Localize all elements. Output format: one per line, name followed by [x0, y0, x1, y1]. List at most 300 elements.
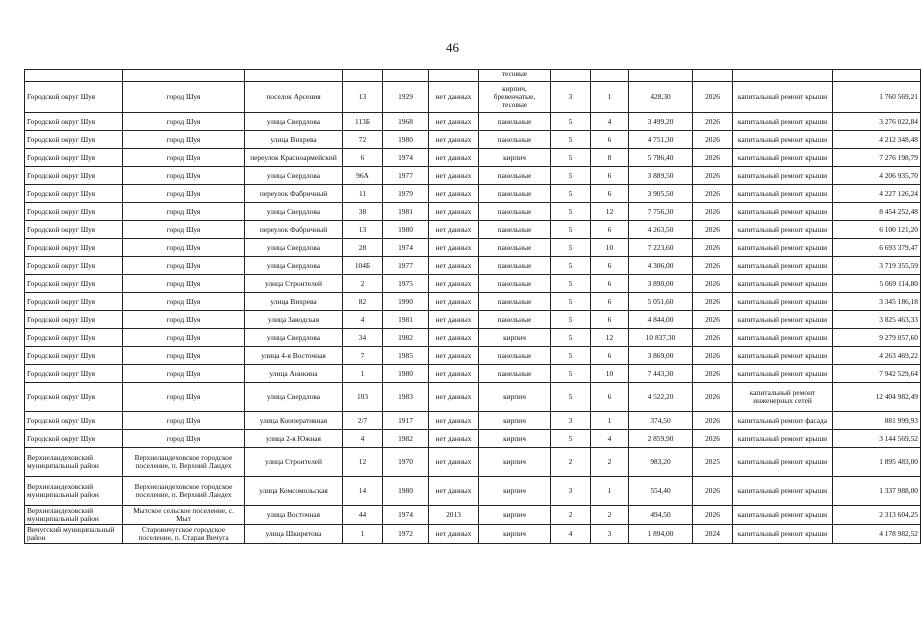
cell-plan-year: 2026 — [693, 239, 733, 257]
cell-house-number: 103 — [343, 383, 383, 412]
cell-municipality: Верхнеландеховский муниципальный район — [25, 506, 123, 525]
cell-settlement: город Шуя — [123, 239, 245, 257]
cell-street: улица Свердлова — [245, 329, 343, 347]
cell-municipality: Городской округ Шуя — [25, 113, 123, 131]
cell-floors: 5 — [551, 275, 591, 293]
table-row — [25, 329, 921, 347]
cell-wall-material: панельные — [479, 113, 551, 131]
cell-municipality: Городской округ Шуя — [25, 167, 123, 185]
cell-street: улица 4-я Восточная — [245, 347, 343, 365]
cell-work-type: капитальный ремонт крыши — [733, 113, 833, 131]
cell-municipality: Городской округ Шуя — [25, 412, 123, 430]
cell-municipality: Городской округ Шуя — [25, 221, 123, 239]
cell-year-last-repair: нет данных — [429, 113, 479, 131]
cell-house-number: 38 — [343, 203, 383, 221]
cell-work-type: капитальный ремонт крыши — [733, 477, 833, 506]
cell-settlement: город Шуя — [123, 221, 245, 239]
cell-work-type: капитальный ремонт крыши — [733, 329, 833, 347]
cell-entrances: 1 — [591, 412, 629, 430]
table-row — [25, 275, 921, 293]
cell-area: 3 905,50 — [629, 185, 693, 203]
cell-year-last-repair: нет данных — [429, 430, 479, 448]
cell-year-built: 1983 — [383, 383, 429, 412]
cell-plan-year: 2026 — [693, 82, 733, 113]
cell-floors: 5 — [551, 293, 591, 311]
cell-plan-year: 2026 — [693, 221, 733, 239]
cell-settlement: город Шуя — [123, 430, 245, 448]
cell-street: улица Вихрева — [245, 293, 343, 311]
table-row — [25, 430, 921, 448]
cell-year-built: 1980 — [383, 131, 429, 149]
cell-area: 494,50 — [629, 506, 693, 525]
cell-area: 3 890,00 — [629, 275, 693, 293]
cell-work-type: капитальный ремонт крыши — [733, 185, 833, 203]
cell-year-last-repair: нет данных — [429, 149, 479, 167]
cell-street: улица Свердлова — [245, 113, 343, 131]
cell-settlement: город Шуя — [123, 311, 245, 329]
cell-settlement: город Шуя — [123, 383, 245, 412]
cell-street: улица Кооперативная — [245, 412, 343, 430]
cell-year-built: 1975 — [383, 275, 429, 293]
cell-year-last-repair: нет данных — [429, 365, 479, 383]
cell-year-built: 1972 — [383, 525, 429, 544]
cell-house-number: 4 — [343, 311, 383, 329]
cell-settlement — [123, 70, 245, 82]
cell-street — [245, 70, 343, 82]
cell-area — [629, 70, 693, 82]
cell-area: 374,50 — [629, 412, 693, 430]
cell-street: улица Комсомольская — [245, 477, 343, 506]
table-row — [25, 412, 921, 430]
cell-cost: 881 999,93 — [833, 412, 921, 430]
cell-year-built: 1968 — [383, 113, 429, 131]
cell-cost: 3 276 022,84 — [833, 113, 921, 131]
cell-plan-year: 2026 — [693, 329, 733, 347]
cell-work-type: капитальный ремонт крыши — [733, 203, 833, 221]
cell-work-type: капитальный ремонт крыши — [733, 365, 833, 383]
cell-cost: 12 404 982,49 — [833, 383, 921, 412]
cell-street: поселок Арсения — [245, 82, 343, 113]
cell-municipality: Городской округ Шуя — [25, 275, 123, 293]
cell-year-built: 1985 — [383, 347, 429, 365]
cell-entrances: 1 — [591, 82, 629, 113]
cell-house-number: 13 — [343, 82, 383, 113]
table-row — [25, 203, 921, 221]
cell-settlement: город Шуя — [123, 257, 245, 275]
cell-year-last-repair: нет данных — [429, 347, 479, 365]
cell-wall-material: тесовые — [479, 70, 551, 82]
cell-floors: 5 — [551, 239, 591, 257]
cell-entrances: 12 — [591, 203, 629, 221]
cell-municipality: Верхнеландеховский муниципальный район — [25, 477, 123, 506]
cell-year-built: 1970 — [383, 448, 429, 477]
cell-wall-material: кирпич — [479, 329, 551, 347]
table-row — [25, 477, 921, 506]
cell-cost: 5 069 114,80 — [833, 275, 921, 293]
cell-house-number: 72 — [343, 131, 383, 149]
table-row — [25, 221, 921, 239]
cell-entrances: 6 — [591, 311, 629, 329]
cell-wall-material: панельные — [479, 257, 551, 275]
cell-wall-material: кирпич — [479, 506, 551, 525]
cell-house-number — [343, 70, 383, 82]
cell-municipality — [25, 70, 123, 82]
cell-area: 3 869,00 — [629, 347, 693, 365]
cell-wall-material: кирпич, бревенчатые, тесовые — [479, 82, 551, 113]
cell-settlement: город Шуя — [123, 185, 245, 203]
cell-year-built: 1982 — [383, 430, 429, 448]
table-row — [25, 257, 921, 275]
cell-cost: 9 279 057,60 — [833, 329, 921, 347]
cell-plan-year: 2026 — [693, 506, 733, 525]
cell-cost: 3 825 463,33 — [833, 311, 921, 329]
cell-entrances: 2 — [591, 448, 629, 477]
cell-floors: 3 — [551, 82, 591, 113]
cell-floors: 2 — [551, 506, 591, 525]
cell-plan-year: 2026 — [693, 113, 733, 131]
cell-plan-year: 2026 — [693, 383, 733, 412]
cell-street: улица Свердлова — [245, 203, 343, 221]
table-row — [25, 311, 921, 329]
cell-settlement: город Шуя — [123, 167, 245, 185]
table-row — [25, 82, 921, 113]
cell-entrances: 6 — [591, 347, 629, 365]
cell-year-last-repair: нет данных — [429, 477, 479, 506]
cell-house-number: 44 — [343, 506, 383, 525]
cell-year-last-repair: нет данных — [429, 329, 479, 347]
cell-plan-year: 2026 — [693, 167, 733, 185]
cell-entrances: 4 — [591, 113, 629, 131]
cell-entrances: 12 — [591, 329, 629, 347]
cell-floors: 3 — [551, 412, 591, 430]
cell-year-built: 1974 — [383, 149, 429, 167]
cell-municipality: Городской округ Шуя — [25, 430, 123, 448]
cell-year-last-repair: нет данных — [429, 448, 479, 477]
cell-year-built: 1982 — [383, 329, 429, 347]
cell-settlement: город Шуя — [123, 365, 245, 383]
cell-municipality: Вичугский муниципальный район — [25, 525, 123, 544]
cell-year-built: 1979 — [383, 185, 429, 203]
table-row — [25, 525, 921, 544]
cell-street: улица Свердлова — [245, 257, 343, 275]
cell-area: 983,20 — [629, 448, 693, 477]
cell-year-last-repair: нет данных — [429, 185, 479, 203]
table-row — [25, 239, 921, 257]
cell-wall-material: панельные — [479, 239, 551, 257]
cell-work-type: капитальный ремонт крыши — [733, 448, 833, 477]
cell-cost — [833, 70, 921, 82]
cell-entrances: 8 — [591, 149, 629, 167]
cell-floors: 2 — [551, 448, 591, 477]
cell-settlement: Старовичугское городское поселение, п. Старая Вичуга — [123, 525, 245, 544]
cell-floors: 5 — [551, 383, 591, 412]
cell-entrances: 6 — [591, 185, 629, 203]
cell-plan-year: 2026 — [693, 275, 733, 293]
cell-settlement: город Шуя — [123, 347, 245, 365]
cell-house-number: 28 — [343, 239, 383, 257]
cell-work-type: капитальный ремонт крыши — [733, 430, 833, 448]
cell-plan-year: 2026 — [693, 257, 733, 275]
cell-house-number: 104Б — [343, 257, 383, 275]
cell-municipality: Верхнеландеховский муниципальный район — [25, 448, 123, 477]
cell-work-type: капитальный ремонт крыши — [733, 239, 833, 257]
cell-cost: 3 345 186,18 — [833, 293, 921, 311]
table-row — [25, 293, 921, 311]
cell-year-built: 1981 — [383, 311, 429, 329]
cell-settlement: Мытское сельское поселение, с. Мыт — [123, 506, 245, 525]
cell-street: улица Свердлова — [245, 383, 343, 412]
cell-municipality: Городской округ Шуя — [25, 347, 123, 365]
cell-street: улица Свердлова — [245, 239, 343, 257]
cell-year-last-repair: нет данных — [429, 311, 479, 329]
cell-work-type: капитальный ремонт крыши — [733, 347, 833, 365]
cell-floors: 5 — [551, 203, 591, 221]
cell-area: 5 786,40 — [629, 149, 693, 167]
cell-work-type: капитальный ремонт крыши — [733, 525, 833, 544]
cell-house-number: 34 — [343, 329, 383, 347]
cell-municipality: Городской округ Шуя — [25, 203, 123, 221]
cell-year-built: 1990 — [383, 293, 429, 311]
cell-settlement: город Шуя — [123, 113, 245, 131]
cell-year-built: 1980 — [383, 221, 429, 239]
cell-year-last-repair: нет данных — [429, 239, 479, 257]
capital-repair-table — [24, 69, 921, 544]
cell-plan-year: 2026 — [693, 149, 733, 167]
cell-entrances: 6 — [591, 275, 629, 293]
cell-area: 1 894,00 — [629, 525, 693, 544]
cell-plan-year: 2025 — [693, 448, 733, 477]
cell-house-number: 13 — [343, 221, 383, 239]
cell-wall-material: панельные — [479, 311, 551, 329]
cell-entrances: 4 — [591, 430, 629, 448]
cell-year-built: 1974 — [383, 239, 429, 257]
cell-house-number: 1 — [343, 525, 383, 544]
cell-municipality: Городской округ Шуя — [25, 329, 123, 347]
cell-plan-year: 2026 — [693, 412, 733, 430]
cell-floors: 5 — [551, 149, 591, 167]
cell-work-type: капитальный ремонт инженерных сетей — [733, 383, 833, 412]
cell-plan-year: 2024 — [693, 525, 733, 544]
table-row — [25, 149, 921, 167]
cell-street: улица Строителей — [245, 275, 343, 293]
cell-cost: 4 263 469,22 — [833, 347, 921, 365]
cell-wall-material: панельные — [479, 167, 551, 185]
cell-street: улица Строителей — [245, 448, 343, 477]
cell-municipality: Городской округ Шуя — [25, 293, 123, 311]
cell-floors: 5 — [551, 113, 591, 131]
cell-wall-material: панельные — [479, 203, 551, 221]
cell-plan-year: 2026 — [693, 311, 733, 329]
cell-house-number: 2/7 — [343, 412, 383, 430]
cell-floors: 5 — [551, 365, 591, 383]
cell-year-built: 1977 — [383, 257, 429, 275]
cell-work-type — [733, 70, 833, 82]
cell-floors: 5 — [551, 311, 591, 329]
cell-wall-material: кирпич — [479, 412, 551, 430]
cell-municipality: Городской округ Шуя — [25, 82, 123, 113]
cell-plan-year: 2026 — [693, 477, 733, 506]
table-row — [25, 448, 921, 477]
cell-year-built: 1917 — [383, 412, 429, 430]
cell-year-last-repair: нет данных — [429, 167, 479, 185]
cell-entrances: 3 — [591, 525, 629, 544]
cell-area: 7 443,30 — [629, 365, 693, 383]
cell-area: 3 889,50 — [629, 167, 693, 185]
cell-year-built: 1981 — [383, 203, 429, 221]
cell-entrances: 2 — [591, 506, 629, 525]
cell-cost: 1 760 569,21 — [833, 82, 921, 113]
cell-plan-year — [693, 70, 733, 82]
cell-work-type: капитальный ремонт крыши — [733, 131, 833, 149]
cell-work-type: капитальный ремонт крыши — [733, 167, 833, 185]
cell-wall-material: панельные — [479, 347, 551, 365]
cell-entrances — [591, 70, 629, 82]
cell-year-built: 1980 — [383, 477, 429, 506]
cell-entrances: 6 — [591, 221, 629, 239]
cell-floors: 5 — [551, 167, 591, 185]
cell-floors: 5 — [551, 131, 591, 149]
cell-area: 4 306,00 — [629, 257, 693, 275]
cell-year-last-repair: нет данных — [429, 293, 479, 311]
cell-wall-material: панельные — [479, 185, 551, 203]
cell-house-number: 82 — [343, 293, 383, 311]
cell-settlement: город Шуя — [123, 412, 245, 430]
cell-plan-year: 2026 — [693, 185, 733, 203]
cell-house-number: 12 — [343, 448, 383, 477]
cell-cost: 4 206 935,70 — [833, 167, 921, 185]
cell-house-number: 7 — [343, 347, 383, 365]
cell-cost: 6 100 121,20 — [833, 221, 921, 239]
cell-work-type: капитальный ремонт крыши — [733, 311, 833, 329]
cell-wall-material: панельные — [479, 293, 551, 311]
cell-area: 3 499,20 — [629, 113, 693, 131]
table-row — [25, 383, 921, 412]
cell-work-type: капитальный ремонт крыши — [733, 293, 833, 311]
cell-municipality: Городской округ Шуя — [25, 131, 123, 149]
cell-area: 4 751,30 — [629, 131, 693, 149]
table-row — [25, 506, 921, 525]
table-row — [25, 70, 921, 82]
cell-street: улица Вихрева — [245, 131, 343, 149]
table-row — [25, 365, 921, 383]
cell-year-built: 1974 — [383, 506, 429, 525]
cell-wall-material: кирпич — [479, 383, 551, 412]
cell-entrances: 10 — [591, 365, 629, 383]
cell-entrances: 6 — [591, 383, 629, 412]
cell-year-last-repair: нет данных — [429, 275, 479, 293]
cell-year-last-repair: нет данных — [429, 383, 479, 412]
cell-municipality: Городской округ Шуя — [25, 365, 123, 383]
cell-plan-year: 2026 — [693, 365, 733, 383]
table-row — [25, 113, 921, 131]
cell-plan-year: 2026 — [693, 131, 733, 149]
cell-year-built: 1977 — [383, 167, 429, 185]
cell-settlement: город Шуя — [123, 275, 245, 293]
cell-street: улица Свердлова — [245, 167, 343, 185]
cell-plan-year: 2026 — [693, 430, 733, 448]
cell-floors: 5 — [551, 257, 591, 275]
cell-floors: 4 — [551, 525, 591, 544]
cell-entrances: 6 — [591, 257, 629, 275]
cell-wall-material: панельные — [479, 365, 551, 383]
cell-plan-year: 2026 — [693, 347, 733, 365]
cell-house-number: 2 — [343, 275, 383, 293]
cell-house-number: 1 — [343, 365, 383, 383]
cell-area: 554,40 — [629, 477, 693, 506]
cell-cost: 7 942 529,64 — [833, 365, 921, 383]
cell-cost: 1 895 483,00 — [833, 448, 921, 477]
cell-wall-material: кирпич — [479, 430, 551, 448]
cell-year-built: 1929 — [383, 82, 429, 113]
cell-work-type: капитальный ремонт крыши — [733, 257, 833, 275]
cell-year-last-repair: нет данных — [429, 131, 479, 149]
cell-cost: 8 454 252,48 — [833, 203, 921, 221]
cell-house-number: 14 — [343, 477, 383, 506]
cell-floors: 5 — [551, 430, 591, 448]
cell-municipality: Городской округ Шуя — [25, 185, 123, 203]
cell-floors: 5 — [551, 185, 591, 203]
table-row — [25, 185, 921, 203]
cell-plan-year: 2026 — [693, 293, 733, 311]
table-row — [25, 167, 921, 185]
cell-house-number: 4 — [343, 430, 383, 448]
table-row — [25, 347, 921, 365]
cell-plan-year: 2026 — [693, 203, 733, 221]
cell-house-number: 96А — [343, 167, 383, 185]
cell-year-last-repair: 2013 — [429, 506, 479, 525]
cell-area: 4 522,20 — [629, 383, 693, 412]
cell-year-built — [383, 70, 429, 82]
cell-house-number: 11 — [343, 185, 383, 203]
cell-area: 7 223,60 — [629, 239, 693, 257]
cell-area: 5 051,60 — [629, 293, 693, 311]
cell-municipality: Городской округ Шуя — [25, 257, 123, 275]
cell-street: переулок Фабричный — [245, 185, 343, 203]
cell-area: 4 844,00 — [629, 311, 693, 329]
cell-municipality: Городской округ Шуя — [25, 149, 123, 167]
cell-settlement: город Шуя — [123, 293, 245, 311]
cell-work-type: капитальный ремонт крыши — [733, 506, 833, 525]
cell-floors: 5 — [551, 329, 591, 347]
cell-settlement: город Шуя — [123, 82, 245, 113]
cell-area: 2 859,90 — [629, 430, 693, 448]
cell-cost: 3 144 569,52 — [833, 430, 921, 448]
cell-wall-material: кирпич — [479, 448, 551, 477]
cell-municipality: Городской округ Шуя — [25, 311, 123, 329]
cell-settlement: город Шуя — [123, 149, 245, 167]
cell-house-number: 113Б — [343, 113, 383, 131]
cell-work-type: капитальный ремонт крыши — [733, 275, 833, 293]
cell-area: 428,30 — [629, 82, 693, 113]
cell-street: улица 2-я Южная — [245, 430, 343, 448]
cell-street: улица Аникина — [245, 365, 343, 383]
cell-entrances: 10 — [591, 239, 629, 257]
cell-floors: 5 — [551, 347, 591, 365]
cell-street: улица Восточная — [245, 506, 343, 525]
cell-settlement: Верхнеландеховское городское поселение, п. Верхний Ландех — [123, 477, 245, 506]
cell-municipality: Городской округ Шуя — [25, 239, 123, 257]
cell-wall-material: панельные — [479, 221, 551, 239]
cell-settlement: город Шуя — [123, 131, 245, 149]
cell-street: переулок Фабричный — [245, 221, 343, 239]
cell-entrances: 6 — [591, 131, 629, 149]
cell-cost: 3 719 355,59 — [833, 257, 921, 275]
cell-settlement: город Шуя — [123, 203, 245, 221]
cell-street: переулок Красноармейский — [245, 149, 343, 167]
cell-settlement: Верхнеландеховское городское поселение, п. Верхний Ландех — [123, 448, 245, 477]
cell-wall-material: панельные — [479, 131, 551, 149]
cell-work-type: капитальный ремонт фасада — [733, 412, 833, 430]
